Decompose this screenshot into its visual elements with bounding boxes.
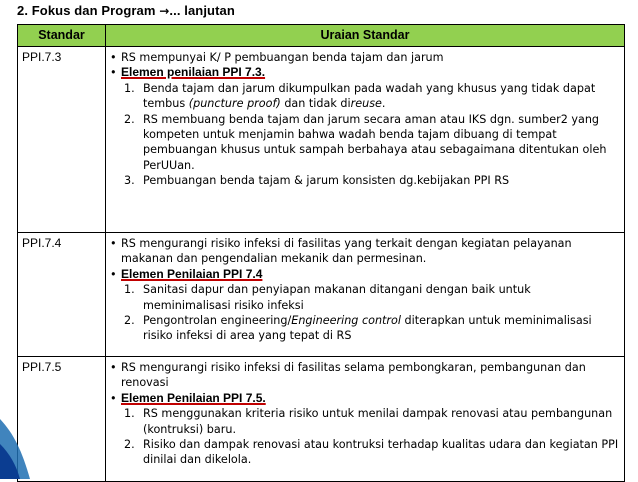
list-item: 1. Benda tajam dan jarum dikumpulkan pada wadah yang khusus yang tidak dapat tembus (puncture proof) dan tidak direuse. [124,81,596,111]
intro-item: • RS mengurangi risiko infeksi di fasilitas yang terkait dengan kegiatan pelayanan makanan dan pengendalian mekanik dan permesinan. [110,237,572,266]
standard-description [106,357,625,482]
list-item: 2. Pengontrolan engineering/Engineering control diterapkan untuk meminimalisasi risiko infeksi di area yang tepat di RS [124,314,592,343]
list-item: 1. RS menggunakan kriteria risiko untuk menilai dampak renovasi atau pembangunan (kontruksi) baru. [124,407,613,436]
bullet-icon: • [110,267,117,281]
table-row [18,47,625,233]
elemen-heading: • Elemen Penilaian PPI 7.4 [110,266,263,281]
standard-code: PPI.7.4 [18,233,106,357]
decorative-corner-shape [0,389,40,479]
elemen-heading: • Elemen penilaian PPI 7.3. [110,65,266,80]
table-row [18,357,625,482]
bullet-icon: • [110,361,117,374]
bullet-icon: • [110,51,117,64]
header-standar: Standar [18,25,106,47]
slide-heading [17,3,235,18]
list-item: 3. Pembuangan benda tajam & jarum konsisten dg.kebijakan PPI RS [124,174,510,188]
heading-suffix: ... lanjutan [169,3,235,18]
elemen-heading: • Elemen Penilaian PPI 7.5. [110,390,266,405]
arrow-right-icon: → [159,4,170,18]
table-row [18,233,625,357]
heading-prefix: 2. Fokus dan Program [17,3,160,18]
bullet-icon: • [110,391,117,405]
intro-item: • RS mempunyai K/ P pembuangan benda tajam dan jarum [110,51,444,64]
list-item: 2. Risiko dan dampak renovasi atau kontruksi terhadap kualitas udara dan kegiatan PPI dinilai dan dikelola. [124,438,619,467]
standard-description [106,233,625,357]
bullet-icon: • [110,237,117,250]
header-uraian-standar: Uraian Standar [106,25,625,47]
intro-item: • RS mengurangi risiko infeksi di fasilitas selama pembongkaran, pembangunan dan renovasi [110,361,586,390]
standard-description [106,47,625,233]
standard-code: PPI.7.5 [18,357,106,482]
list-item: 2. RS membuang benda tajam dan jarum secara aman atau IKS dgn. sumber2 yang kompeten untuk menjamin bahwa wadah benda tajam dibuang di tempat pembuangan khusus untuk sampah berbahaya atau sebagaimana ditentukan oleh PerUUan. [124,112,607,172]
standards-table [17,24,625,482]
bullet-icon: • [110,66,117,80]
standard-code: PPI.7.3 [18,47,106,233]
table-header-row [18,25,625,47]
list-item: 1. Sanitasi dapur dan penyiapan makanan ditangani dengan baik untuk meminimalisasi risiko infeksi [124,283,531,312]
